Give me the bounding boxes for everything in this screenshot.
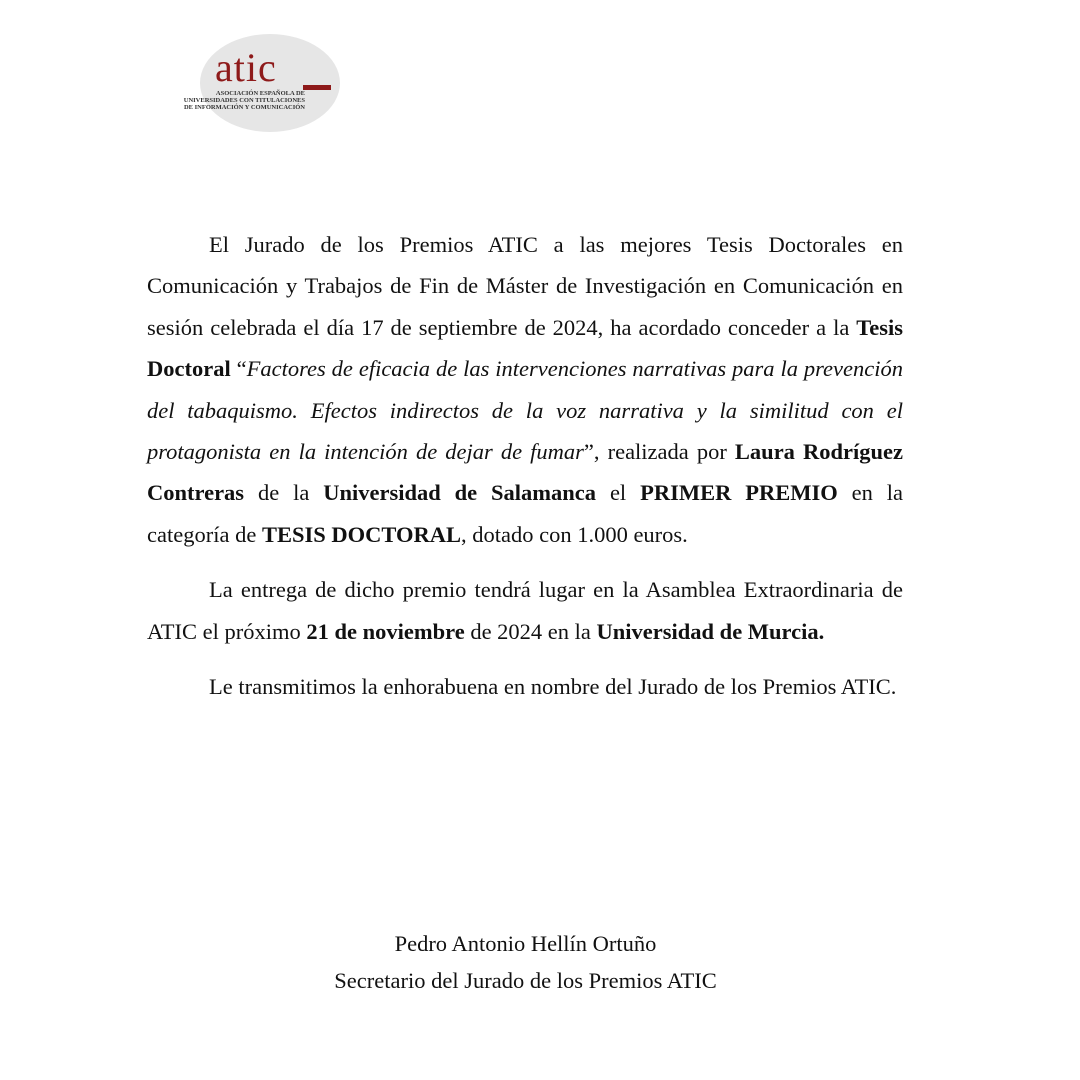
paragraph-congratulations <box>147 666 903 707</box>
paragraph-award <box>147 224 903 555</box>
category-name: TESIS DOCTORAL <box>261 521 461 547</box>
logo-subtitle-line-2: UNIVERSIDADES CON TITULACIONES <box>183 97 305 104</box>
logo-subtitle-line-1: ASOCIACIÓN ESPAÑOLA DE <box>215 90 305 97</box>
university-name: Universidad de Salamanca <box>323 480 597 506</box>
thesis-title: Factores de eficacia de las intervenciones narrativas para la prevención del tabaquismo. Efectos indirectos de la voz narrativa y la similitud con el protagonista en la intención de dejar de fumar <box>147 356 903 465</box>
author-name: Laura Rodríguez Contreras <box>147 439 903 506</box>
award-intro-text: El Jurado de los Premios ATIC a las mejores Tesis Doctorales en Comunicación y Trabajos de Fin de Máster de Investigación en Comunicación en sesión celebrada el día 17 de septiembre de 2024, ha acordado conceder a la <box>147 232 903 340</box>
text-dotado: , dotado con 1.000 euros. <box>460 521 688 547</box>
signatory-role: Secretario del Jurado de los Premios ATIC <box>334 968 717 993</box>
text-el: el <box>596 480 641 506</box>
atic-logo <box>165 34 340 132</box>
thesis-label: Tesis Doctoral <box>147 314 903 382</box>
logo-underscore-bar <box>303 85 331 90</box>
ceremony-year-text: de 2024 en la <box>464 618 597 644</box>
letter-body <box>147 224 903 707</box>
logo-subtitle-line-3: DE INFORMACIÓN Y COMUNICACIÓN <box>183 104 305 111</box>
logo-subtitle <box>165 90 305 111</box>
signatory-name: Pedro Antonio Hellín Ortuño <box>394 931 657 956</box>
ceremony-date: 21 de noviembre <box>306 618 465 644</box>
signature-block <box>0 925 1051 999</box>
paragraph-ceremony <box>147 569 903 652</box>
quote-close-text: ”, realizada por <box>583 439 735 465</box>
logo-wordmark: atic <box>215 45 277 90</box>
text-de-la: de la <box>244 480 324 506</box>
ceremony-intro-text: La entrega de dicho premio tendrá lugar en la Asamblea Extraordinaria de ATIC el próximo <box>147 577 903 644</box>
prize-name: PRIMER PREMIO <box>640 480 838 506</box>
quote-open: “ <box>230 356 247 382</box>
ceremony-venue: Universidad de Murcia. <box>596 618 825 644</box>
text-categoria: en la categoría de <box>147 480 903 547</box>
congratulations-text: Le transmitimos la enhorabuena en nombre del Jurado de los Premios ATIC. <box>209 674 897 700</box>
